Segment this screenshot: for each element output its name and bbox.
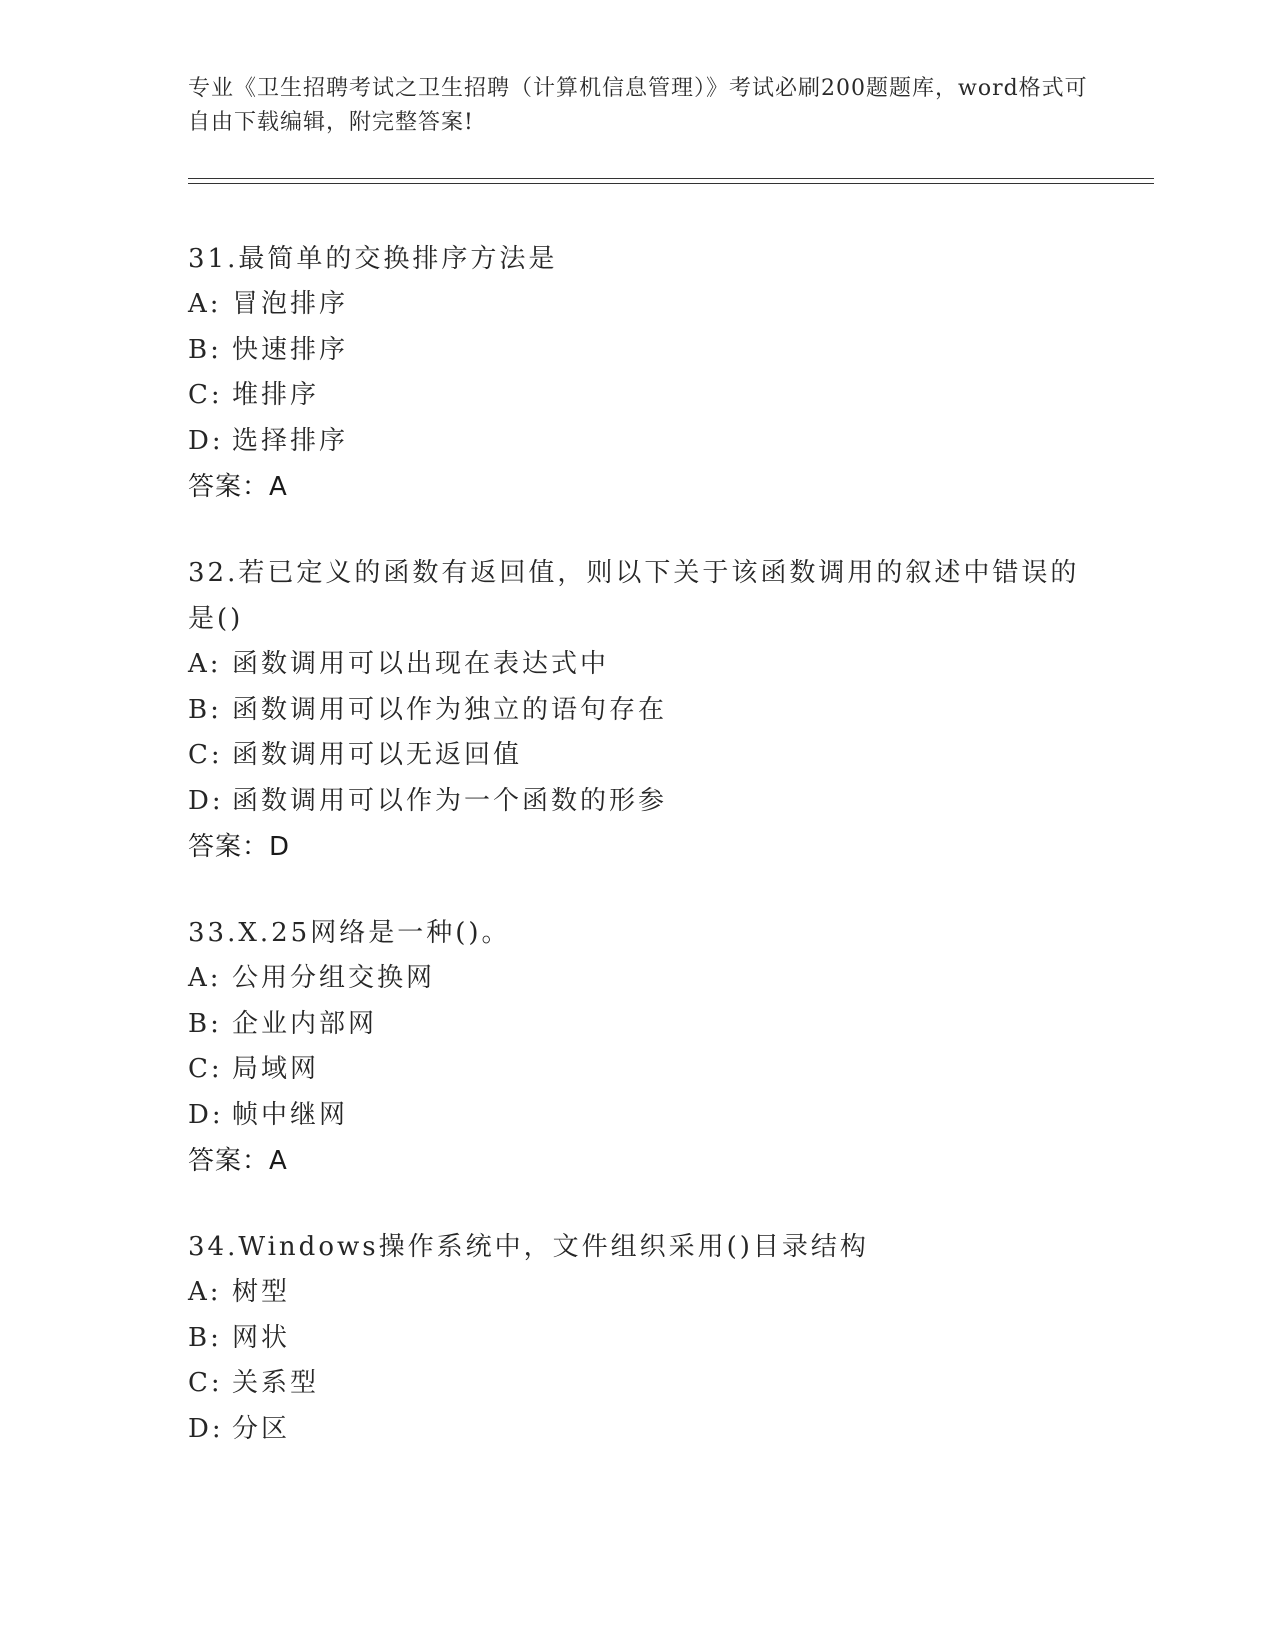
- option-text: 企业内部网: [232, 1008, 378, 1039]
- option-c: [188, 733, 1088, 779]
- question-31: [188, 236, 1088, 510]
- option-d: [188, 419, 1088, 465]
- option-a: [188, 956, 1088, 1002]
- option-b: [188, 1316, 1088, 1362]
- option-key: B:: [188, 1322, 222, 1353]
- option-text: 网状: [232, 1322, 291, 1353]
- option-b: [188, 328, 1088, 374]
- option-a: [188, 1270, 1088, 1316]
- option-key: B:: [188, 1008, 222, 1039]
- answer-line: 答案：A: [188, 1146, 288, 1176]
- option-key: A:: [188, 1277, 222, 1307]
- option-text: 帧中继网: [232, 1099, 349, 1130]
- question-title: 32.若已定义的函数有返回值，则以下关于该函数调用的叙述中错误的是(): [188, 558, 1080, 634]
- question-title: 31.最简单的交换排序方法是: [188, 244, 558, 274]
- question-title: 33.X.25网络是一种()。: [188, 918, 511, 948]
- option-key: C:: [188, 1368, 223, 1398]
- option-key: C:: [188, 1054, 223, 1084]
- option-text: 局域网: [232, 1054, 320, 1084]
- header-divider-top: [188, 178, 1154, 179]
- option-text: 函数调用可以无返回值: [232, 740, 523, 770]
- option-key: D:: [188, 425, 224, 456]
- option-c: [188, 373, 1088, 419]
- document-header: 专业《卫生招聘考试之卫生招聘（计算机信息管理）》考试必刷200题题库，word格式可自由下载编辑，附完整答案!: [188, 76, 1088, 135]
- option-d: [188, 1407, 1088, 1453]
- option-text: 冒泡排序: [232, 289, 349, 319]
- option-key: D:: [188, 1099, 224, 1130]
- option-text: 关系型: [232, 1368, 320, 1398]
- option-d: [188, 779, 1088, 825]
- question-32: [188, 550, 1088, 870]
- answer-line: 答案：D: [188, 832, 291, 862]
- option-key: A:: [188, 289, 222, 319]
- option-c: [188, 1047, 1088, 1093]
- option-b: [188, 1002, 1088, 1048]
- option-text: 函数调用可以作为一个函数的形参: [232, 785, 668, 816]
- option-key: B:: [188, 694, 222, 725]
- header-divider-bottom: [188, 183, 1154, 184]
- option-text: 选择排序: [232, 425, 349, 456]
- option-key: C:: [188, 740, 223, 770]
- question-34: [188, 1224, 1088, 1452]
- option-text: 快速排序: [232, 334, 349, 365]
- question-33: [188, 910, 1088, 1184]
- option-text: 分区: [232, 1413, 291, 1444]
- option-text: 函数调用可以作为独立的语句存在: [232, 694, 668, 725]
- option-a: [188, 642, 1088, 688]
- option-a: [188, 282, 1088, 328]
- option-key: D:: [188, 785, 224, 816]
- option-key: A:: [188, 963, 222, 993]
- question-list: [188, 236, 1088, 1492]
- answer-line: 答案：A: [188, 472, 288, 502]
- option-text: 函数调用可以出现在表达式中: [232, 649, 610, 679]
- option-b: [188, 688, 1088, 734]
- option-c: [188, 1361, 1088, 1407]
- option-text: 树型: [232, 1277, 291, 1307]
- option-text: 堆排序: [232, 380, 320, 410]
- question-title: 34.Windows操作系统中，文件组织采用()目录结构: [188, 1232, 869, 1262]
- option-key: B:: [188, 334, 222, 365]
- option-key: C:: [188, 380, 223, 410]
- option-key: D:: [188, 1413, 224, 1444]
- option-key: A:: [188, 649, 222, 679]
- option-text: 公用分组交换网: [232, 963, 436, 993]
- option-d: [188, 1093, 1088, 1139]
